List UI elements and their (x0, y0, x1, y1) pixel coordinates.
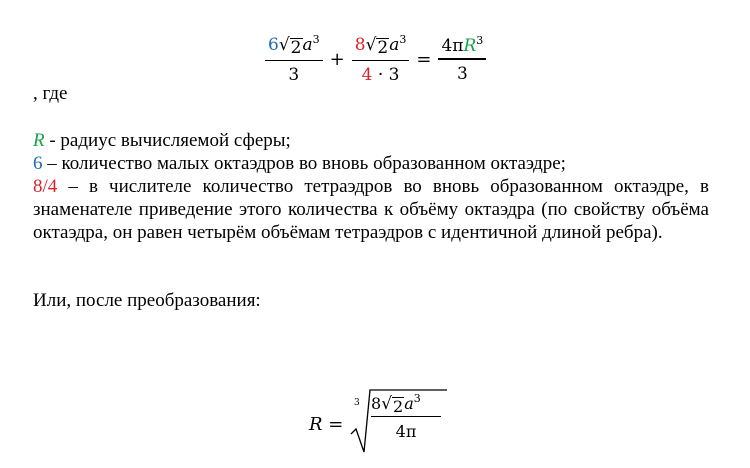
coefficient-eight: 8 (371, 394, 382, 413)
plus-sign: + (329, 48, 345, 70)
transformation-intro: Или, после преобразования: (33, 290, 261, 311)
numerator (352, 33, 410, 60)
fraction-small-octahedra (265, 33, 323, 85)
equals-sign: = (328, 414, 344, 435)
radical-sign-icon: √ (381, 394, 393, 414)
symbol-eight-fourths: 8/4 (33, 176, 58, 197)
variable-r: R (309, 414, 323, 435)
numerator (371, 392, 421, 416)
fraction-tetrahedra (352, 33, 410, 85)
fraction-bar (371, 416, 441, 417)
radicand: 2 (290, 37, 302, 58)
exponent: 3 (312, 32, 320, 46)
definition-eight-fourths-text: – в числителе количество тетраэдров во вновь образованном октаэдре, в знаменателе приведение этого количества к объёму октаэдра (по свойству объёма октаэдра, он равен четырём объёмам тетраэдров с идентичной длиной ребра). (33, 176, 709, 243)
where-clause: , где (33, 83, 68, 104)
exponent: 3 (399, 32, 407, 46)
denominator: 3 (456, 63, 468, 84)
multiply-dot: · (372, 65, 389, 86)
radical-sign-icon: √ (278, 34, 290, 55)
exponent: 3 (476, 34, 484, 48)
denominator: 3 (288, 65, 300, 86)
four-pi: 4π (441, 36, 464, 57)
volume-equation (262, 28, 489, 90)
symbol-r: R (33, 130, 45, 151)
definition-r-text: - радиус вычисляемой сферы; (44, 130, 291, 151)
radical-sign-icon: √ (365, 34, 377, 55)
variable-a: a (404, 394, 414, 413)
exponent: 3 (413, 392, 421, 405)
radius-lhs (309, 414, 343, 435)
variable-r: R (463, 36, 477, 57)
definition-eight-fourths (33, 175, 709, 244)
fraction-sphere (438, 34, 486, 83)
definition-six (33, 152, 566, 175)
square-root (381, 396, 404, 416)
radius-equation (309, 388, 449, 456)
denominator-four: 4 (361, 65, 373, 86)
root-index: 3 (354, 398, 360, 408)
denominator-three: 3 (388, 65, 400, 86)
denominator (362, 61, 400, 85)
equals-sign: = (416, 48, 432, 70)
denominator: 4π (395, 422, 417, 441)
coefficient-six: 6 (268, 34, 279, 55)
square-root (278, 34, 303, 58)
variable-a: a (302, 34, 313, 55)
numerator (265, 33, 323, 60)
symbol-six: 6 (33, 153, 43, 174)
square-root (365, 34, 390, 58)
numerator (438, 34, 486, 58)
definition-r (33, 129, 291, 152)
radicand: 2 (377, 37, 389, 58)
definition-six-text: – количество малых октаэдров во вновь образованном октаэдре; (42, 153, 566, 174)
radicand: 2 (393, 397, 404, 416)
variable-a: a (389, 34, 400, 55)
coefficient-eight: 8 (354, 34, 366, 55)
